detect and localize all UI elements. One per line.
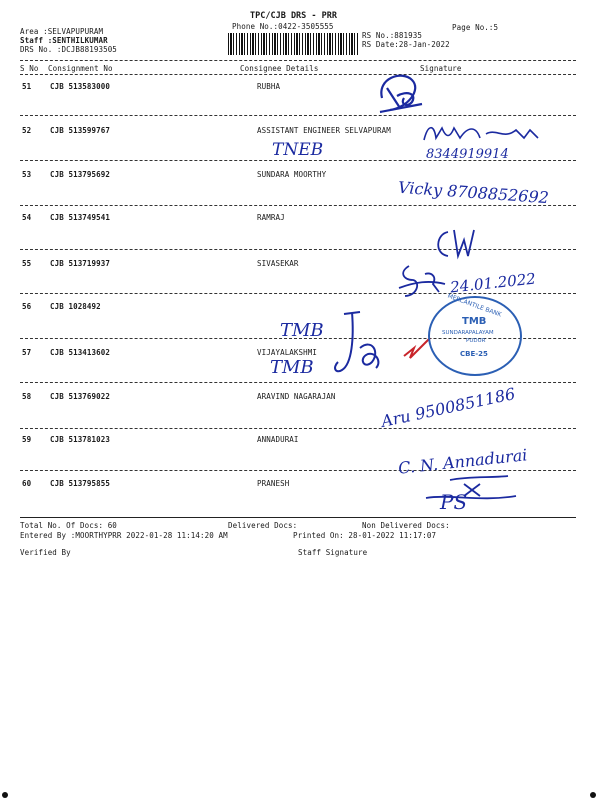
row-consignee: ANNADURAI xyxy=(257,435,299,444)
row-consignee: ARAVIND NAGARAJAN xyxy=(257,392,336,401)
staff-signature: Staff Signature xyxy=(298,548,368,557)
handwritten-cn-annadurai: C. N. Annadurai xyxy=(397,445,529,478)
page-number: Page No.:5 xyxy=(452,23,499,32)
row-consignment: CJB 513795855 xyxy=(50,479,110,488)
row-sno: 57 xyxy=(22,348,32,357)
col-header-consignment: Consignment No xyxy=(48,64,113,73)
stamp-tmb: TMB xyxy=(462,316,487,327)
signature-row-51 xyxy=(372,68,432,118)
delivered-docs: Delivered Docs: xyxy=(228,521,298,530)
stamp-branch: SUNDARAPALAYAM xyxy=(442,330,494,336)
row-consignment: CJB 513795692 xyxy=(50,170,110,179)
row-sno: 55 xyxy=(22,259,32,268)
row-consignee: ASSISTANT ENGINEER SELVAPURAM xyxy=(257,126,391,135)
handwritten-phone-52: 8344919914 xyxy=(426,147,509,162)
stamp-town: PUDUR xyxy=(466,338,486,344)
signature-row-57 xyxy=(330,308,440,388)
entered-by: Entered By :MOORTHYPRR 2022-01-28 11:14:20 AM xyxy=(20,531,228,540)
col-header-consignee: Consignee Details xyxy=(240,64,319,73)
row-consignee: RAMRAJ xyxy=(257,213,285,222)
signature-row-52 xyxy=(420,120,550,146)
row-sno: 58 xyxy=(22,392,32,401)
row-consignee: SIVASEKAR xyxy=(257,259,299,268)
signature-row-55 xyxy=(395,262,450,302)
printed-on: Printed On: 28-01-2022 11:17:07 xyxy=(293,531,437,540)
row-consignment: CJB 513413602 xyxy=(50,348,110,357)
row-consignment: CJB 513769022 xyxy=(50,392,110,401)
phone-number: Phone No.:0422-3505555 xyxy=(232,22,334,31)
bank-stamp xyxy=(428,292,522,376)
staff-label: Staff :SENTHILKUMAR xyxy=(20,36,108,45)
drs-number: DRS No. :DCJB88193505 xyxy=(20,45,117,54)
verified-by: Verified By xyxy=(20,548,71,557)
col-header-signature: Signature xyxy=(420,64,462,73)
barcode xyxy=(228,33,358,55)
row-sno: 51 xyxy=(22,82,32,91)
row-divider xyxy=(20,205,576,206)
row-consignment: CJB 513583000 xyxy=(50,82,110,91)
handwritten-vicky: Vicky 8708852692 xyxy=(397,177,550,208)
scan-dot-bottom-right xyxy=(590,792,596,798)
row-divider xyxy=(20,428,576,429)
handwritten-aru: Aru 9500851186 xyxy=(379,384,517,431)
row-sno: 53 xyxy=(22,170,32,179)
signature-row-60 xyxy=(420,472,530,520)
row-consignee: VIJAYALAKSHMI xyxy=(257,348,317,357)
scan-dot-bottom-left xyxy=(2,792,8,798)
area-label: Area :SELVAPUPURAM xyxy=(20,27,104,36)
row-divider xyxy=(20,249,576,250)
row-divider xyxy=(20,115,576,116)
handwritten-tmb-1: TMB xyxy=(280,320,324,341)
stamp-outer-text: MERCANTILE BANK xyxy=(446,292,503,319)
row-consignee: SUNDARA MOORTHY xyxy=(257,170,327,179)
row-divider xyxy=(20,293,576,294)
row-consignment: CJB 513599767 xyxy=(50,126,110,135)
divider xyxy=(20,74,576,75)
rs-date: RS Date:28-Jan-2022 xyxy=(362,40,450,49)
handwritten-tmb-2: TMB xyxy=(270,357,314,378)
handwritten-tneb: TNEB xyxy=(272,140,324,160)
row-consignee: RUBHA xyxy=(257,82,281,91)
row-consignment: CJB 513781023 xyxy=(50,435,110,444)
rs-number: RS No.:881935 xyxy=(362,31,422,40)
row-consignee: PRANESH xyxy=(257,479,290,488)
signature-row-54 xyxy=(430,226,480,262)
row-consignment: CJB 1028492 xyxy=(50,302,101,311)
handwritten-date-55: 24.01.2022 xyxy=(449,269,537,297)
document-title: TPC/CJB DRS - PRR xyxy=(250,11,337,21)
total-docs: Total No. Of Docs: 60 xyxy=(20,521,117,530)
row-divider xyxy=(20,470,576,471)
col-header-sno: S No xyxy=(20,64,39,73)
row-divider xyxy=(20,382,576,383)
row-consignment: CJB 513749541 xyxy=(50,213,110,222)
handwritten-ps: PS xyxy=(440,490,468,514)
row-consignment: CJB 513719937 xyxy=(50,259,110,268)
row-sno: 54 xyxy=(22,213,32,222)
stamp-code: CBE-25 xyxy=(460,350,488,358)
row-sno: 59 xyxy=(22,435,32,444)
row-sno: 56 xyxy=(22,302,32,311)
divider xyxy=(20,60,576,61)
row-sno: 52 xyxy=(22,126,32,135)
row-sno: 60 xyxy=(22,479,32,488)
non-delivered-docs: Non Delivered Docs: xyxy=(362,521,450,530)
